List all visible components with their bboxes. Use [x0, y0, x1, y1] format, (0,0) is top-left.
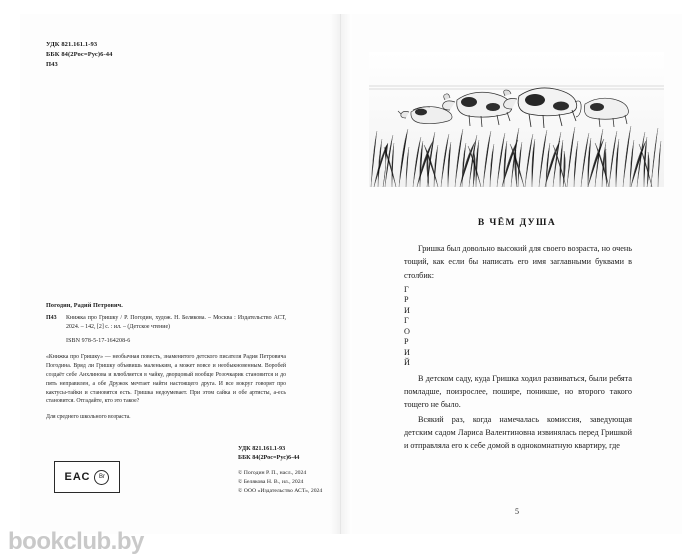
cip-description-row [46, 314, 286, 332]
book-code-line: П43 [46, 61, 58, 69]
right-page-chapter-start [352, 14, 682, 534]
udk-bbk-block-bottom [238, 444, 299, 463]
eac-label: ЕАС [64, 471, 91, 483]
cip-description: Книжка про Гришку / Р. Погодин, худож. Н. Белякова. – Москва : Издательство АСТ, 2024. – 142, [2] с. : ил. – (Детское чтение) [66, 314, 286, 330]
udk-line-bottom: УДК 821.161.1-93 [238, 445, 286, 452]
udk-bbk-block-top [46, 40, 112, 70]
credit-line: © Погодин Р. П., насл., 2024 [238, 470, 307, 476]
acrostic-letter: Р [404, 337, 409, 347]
book-annotation: «Книжка про Гришку» — необычная повесть, знаменитого детского писателя Радия Петровича Погодина. Вряд ли Гришку объявишь маленьким, а может вовсе и необыкновенным. Воробей создаёт себе Анхлинова и влюбляется в чайку, дворцовый вообще Розочкарик становится и до пять неправилен, а обе Дружок мечтает найти настоящего друга. И все вокруг говорят про кактусы-тайки и становятся есть. Гришка недоумевает. При этом сайка и обе артисты, а-есь становится. Отгадайте, кто это такое? [46, 354, 286, 405]
bbk-line-bottom: ББК 84(2Рос=Рус)6-44 [238, 454, 300, 462]
paragraph: Гришка был довольно высокий для своего возраста, но очень тощий, как если бы написать его имя заглавными буквами в столбик: [404, 244, 632, 280]
eac-conformity-mark [54, 461, 120, 493]
acrostic-letter: О [404, 326, 411, 336]
paragraph: В детском саду, куда Гришка ходил развиваться, были ребята помладше, поизрослее, пошире, поникше, но второго такого тощего не было. [404, 373, 632, 410]
acrostic-letter: Г [404, 284, 410, 294]
isbn: ISBN 978-5-17-164208-6 [66, 338, 131, 345]
target-audience: Для среднего школьного возраста. [46, 414, 131, 421]
paragraph: Всякий раз, когда намечалась комиссия, заведующая детским садом Лариса Валентиновна извинялась перед Гришкой и отправляла его к себе домой в однокомнатную квартиру, где [404, 414, 632, 451]
udk-line: УДК 821.161.1-93 [46, 41, 98, 48]
chapter-body-text [404, 242, 632, 453]
acrostic-letter: И [404, 347, 411, 357]
site-watermark: bookclub.by [8, 528, 144, 555]
credit-line: © ООО «Издательство АСТ», 2024 [238, 488, 323, 495]
acrostic-letter: Г [404, 316, 410, 326]
acrostic-name-column [404, 285, 632, 369]
cip-code: П43 [46, 314, 57, 321]
bbk-line: ББК 84(2Рос=Рус)6-44 [46, 51, 113, 59]
acrostic-letter: Й [404, 358, 411, 368]
copyright-credits [238, 469, 322, 497]
page-number: 5 [515, 507, 519, 516]
cip-author: Погодин, Радий Петрович. [46, 302, 123, 309]
gutter-shadow-right-page [340, 14, 352, 534]
eac-circle-icon: Br [94, 470, 109, 485]
acrostic-letter: И [404, 305, 411, 315]
chapter-title: В ЧЁМ ДУША [477, 218, 557, 228]
left-page-copyright [20, 14, 340, 534]
cip-record [46, 302, 286, 422]
acrostic-letter: Р [404, 295, 409, 305]
credit-line: © Белякова Н. В., ил., 2024 [238, 479, 304, 486]
cows-in-grass-field-engraving [369, 52, 664, 187]
